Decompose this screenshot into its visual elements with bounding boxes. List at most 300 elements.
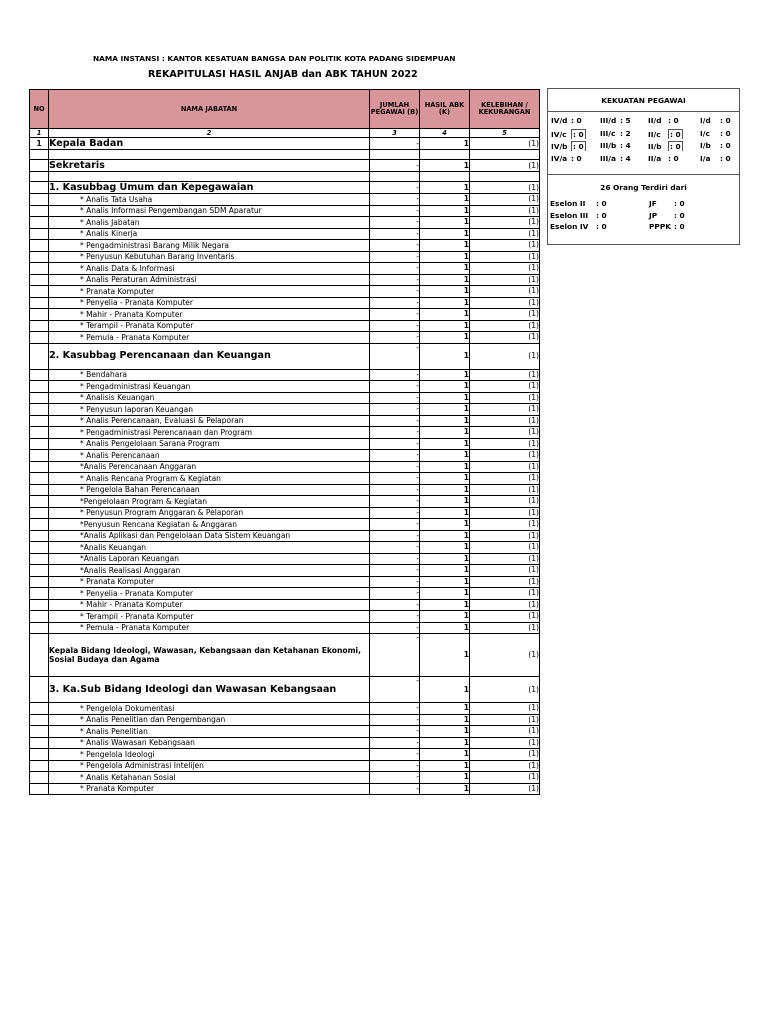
jumlah-pegawai: -: [370, 381, 420, 393]
col-number: 4: [420, 129, 470, 138]
hasil-abk: 1: [420, 194, 470, 206]
table-row: [30, 530, 540, 542]
jumlah-pegawai: -: [370, 726, 420, 738]
jumlah-pegawai: -: [370, 677, 420, 703]
kelebihan-kekurangan: (1): [470, 205, 540, 217]
kelebihan-kekurangan: (1): [470, 507, 540, 519]
kelebihan-kekurangan: (1): [470, 138, 540, 150]
kelebihan-kekurangan: (1): [470, 369, 540, 381]
hasil-abk: 1: [420, 749, 470, 761]
jumlah-pegawai: -: [370, 343, 420, 369]
jabatan-name: * Analis Jabatan: [49, 217, 370, 229]
eselon-value: : 0: [674, 210, 685, 220]
row-no: [30, 519, 49, 531]
kelebihan-kekurangan: (1): [470, 274, 540, 286]
golongan-item: [551, 116, 582, 125]
hasil-abk: 1: [420, 309, 470, 321]
row-no: 1: [30, 138, 49, 150]
table-row: [30, 138, 540, 150]
table-row: [30, 588, 540, 600]
jabatan-name: *Penyusun Rencana Kegiatan & Anggaran: [49, 519, 370, 531]
eselon-value: : 0: [596, 210, 607, 220]
hasil-abk: [420, 172, 470, 182]
table-row: [30, 450, 540, 462]
row-no: [30, 588, 49, 600]
row-no: [30, 160, 49, 172]
jabatan-name: * Mahir - Pranata Komputer: [49, 599, 370, 611]
kelebihan-kekurangan: (1): [470, 228, 540, 240]
hasil-abk: 1: [420, 381, 470, 393]
hasil-abk: 1: [420, 217, 470, 229]
row-no: [30, 205, 49, 217]
row-no: [30, 274, 49, 286]
kelebihan-kekurangan: (1): [470, 286, 540, 298]
table-row: [30, 461, 540, 473]
jumlah-pegawai: -: [370, 772, 420, 784]
jabatan-name: *Analis Perencanaan Anggaran: [49, 461, 370, 473]
hasil-abk: 1: [420, 332, 470, 344]
hasil-abk: 1: [420, 622, 470, 634]
table-row: [30, 438, 540, 450]
kelebihan-kekurangan: (1): [470, 611, 540, 623]
kelebihan-kekurangan: (1): [470, 381, 540, 393]
hasil-abk: 1: [420, 530, 470, 542]
eselon-value: : 0: [596, 199, 607, 208]
row-no: [30, 251, 49, 263]
hasil-abk: 1: [420, 772, 470, 784]
col-number: 2: [49, 129, 370, 138]
jumlah-pegawai: -: [370, 228, 420, 240]
jumlah-pegawai: -: [370, 194, 420, 206]
divider: [548, 111, 739, 112]
eselon-value: : 0: [674, 222, 685, 231]
table-row: [30, 599, 540, 611]
table-row: [30, 251, 540, 263]
golongan-label: III/a: [600, 153, 616, 163]
table-row: [30, 182, 540, 194]
table-row: [30, 217, 540, 229]
kelebihan-kekurangan: (1): [470, 427, 540, 439]
jumlah-pegawai: -: [370, 484, 420, 496]
header-kelebihan: KELEBIHAN / KEKURANGAN: [470, 90, 540, 129]
table-row: [30, 194, 540, 206]
kelebihan-kekurangan: (1): [470, 415, 540, 427]
kelebihan-kekurangan: (1): [470, 542, 540, 554]
table-row: [30, 415, 540, 427]
jumlah-pegawai: -: [370, 507, 420, 519]
golongan-item: [551, 141, 586, 151]
kelebihan-kekurangan: (1): [470, 160, 540, 172]
table-row: [30, 677, 540, 703]
jabatan-name: * Analis Wawasan Kebangsaan: [49, 737, 370, 749]
golongan-item: [551, 129, 586, 139]
jumlah-pegawai: -: [370, 599, 420, 611]
jumlah-pegawai: -: [370, 160, 420, 172]
jumlah-pegawai: -: [370, 320, 420, 332]
kelebihan-kekurangan: (1): [470, 438, 540, 450]
kelebihan-kekurangan: (1): [470, 737, 540, 749]
table-row: [30, 553, 540, 565]
header-nama-jabatan: NAMA JABATAN: [49, 90, 370, 129]
jabatan-name: * Terampil - Pranata Komputer: [49, 611, 370, 623]
jumlah-pegawai: -: [370, 542, 420, 554]
row-no: [30, 309, 49, 321]
golongan-value: : 0: [720, 116, 731, 125]
col-number: 3: [370, 129, 420, 138]
jumlah-pegawai: -: [370, 404, 420, 416]
jumlah-pegawai: -: [370, 297, 420, 309]
kelebihan-kekurangan: (1): [470, 320, 540, 332]
row-no: [30, 677, 49, 703]
jabatan-name: * Mahir - Pranata Komputer: [49, 309, 370, 321]
table-row: [30, 634, 540, 677]
hasil-abk: 1: [420, 519, 470, 531]
jumlah-pegawai: -: [370, 205, 420, 217]
kelebihan-kekurangan: (1): [470, 392, 540, 404]
jumlah-pegawai: -: [370, 392, 420, 404]
row-no: [30, 772, 49, 784]
row-no: [30, 343, 49, 369]
golongan-item: [700, 154, 731, 163]
jabatan-name: * Pemula - Pranata Komputer: [49, 622, 370, 634]
col-number: 1: [30, 129, 49, 138]
kekuatan-pegawai-panel: [547, 88, 740, 245]
kelebihan-kekurangan: (1): [470, 519, 540, 531]
row-no: [30, 332, 49, 344]
golongan-item: [648, 154, 679, 163]
jabatan-name: Sekretaris: [49, 160, 370, 172]
row-no: [30, 530, 49, 542]
row-no: [30, 749, 49, 761]
row-no: [30, 473, 49, 485]
hasil-abk: 1: [420, 461, 470, 473]
jumlah-pegawai: -: [370, 240, 420, 252]
jumlah-pegawai: -: [370, 588, 420, 600]
golongan-label: II/a: [648, 153, 662, 163]
hasil-abk: 1: [420, 565, 470, 577]
hasil-abk: 1: [420, 507, 470, 519]
table-row: [30, 150, 540, 160]
kelebihan-kekurangan: (1): [470, 622, 540, 634]
hasil-abk: 1: [420, 496, 470, 508]
hasil-abk: 1: [420, 138, 470, 150]
jumlah-pegawai: -: [370, 714, 420, 726]
jumlah-pegawai: -: [370, 332, 420, 344]
row-no: [30, 576, 49, 588]
jabatan-name: * Analis Peraturan Administrasi: [49, 274, 370, 286]
jabatan-name: * Analis Perencanaan, Evaluasi & Pelaporan: [49, 415, 370, 427]
row-no: [30, 611, 49, 623]
golongan-value: : 0: [573, 129, 584, 139]
jabatan-name: * Analis Penelitian dan Pengembangan: [49, 714, 370, 726]
jumlah-pegawai: -: [370, 749, 420, 761]
row-no: [30, 783, 49, 795]
hasil-abk: 1: [420, 703, 470, 715]
row-no: [30, 194, 49, 206]
table-row: [30, 240, 540, 252]
golongan-value: : 0: [720, 128, 731, 138]
kelebihan-kekurangan: (1): [470, 703, 540, 715]
table-row: [30, 369, 540, 381]
golongan-value: : 0: [571, 153, 582, 163]
table-row: [30, 622, 540, 634]
row-no: [30, 703, 49, 715]
row-no: [30, 565, 49, 577]
instansi-name: NAMA INSTANSI : KANTOR KESATUAN BANGSA DAN POLITIK KOTA PADANG SIDEMPUAN: [93, 54, 456, 63]
row-no: [30, 392, 49, 404]
table-row: [30, 309, 540, 321]
table-row: [30, 427, 540, 439]
jabatan-name: * Pranata Komputer: [49, 286, 370, 298]
table-row: [30, 473, 540, 485]
hasil-abk: 1: [420, 369, 470, 381]
document-title: REKAPITULASI HASIL ANJAB dan ABK TAHUN 2022: [148, 69, 418, 80]
jumlah-pegawai: -: [370, 450, 420, 462]
kelebihan-kekurangan: (1): [470, 473, 540, 485]
table-row: [30, 714, 540, 726]
golongan-label: III/b: [600, 141, 617, 150]
jabatan-name: * Analis Kinerja: [49, 228, 370, 240]
row-no: [30, 217, 49, 229]
hasil-abk: 1: [420, 240, 470, 252]
jumlah-pegawai: -: [370, 553, 420, 565]
jabatan-name: *Analis Keuangan: [49, 542, 370, 554]
kelebihan-kekurangan: (1): [470, 714, 540, 726]
kelebihan-kekurangan: (1): [470, 332, 540, 344]
row-no: [30, 381, 49, 393]
jabatan-name: * Pengelola Dokumentasi: [49, 703, 370, 715]
jabatan-name: * Pranata Komputer: [49, 576, 370, 588]
table-row: [30, 783, 540, 795]
hasil-abk: 1: [420, 760, 470, 772]
jumlah-pegawai: -: [370, 783, 420, 795]
jabatan-name: * Analis Rencana Program & Kegiatan: [49, 473, 370, 485]
row-no: [30, 461, 49, 473]
jabatan-name: *Analis Aplikasi dan Pengelolaan Data Sistem Keuangan: [49, 530, 370, 542]
row-no: [30, 542, 49, 554]
jabatan-name: * Pengelola Administrasi Intelijen: [49, 760, 370, 772]
jabatan-name: *Analis Realisasi Anggaran: [49, 565, 370, 577]
golongan-item: [700, 116, 731, 125]
table-row: [30, 496, 540, 508]
hasil-abk: 1: [420, 737, 470, 749]
row-no: [30, 438, 49, 450]
kelebihan-kekurangan: (1): [470, 576, 540, 588]
hasil-abk: 1: [420, 484, 470, 496]
row-no: [30, 496, 49, 508]
jumlah-pegawai: -: [370, 369, 420, 381]
jumlah-pegawai: -: [370, 519, 420, 531]
table-row: [30, 507, 540, 519]
hasil-abk: 1: [420, 473, 470, 485]
table-row: [30, 228, 540, 240]
jabatan-name: * Pranata Komputer: [49, 783, 370, 795]
row-no: [30, 240, 49, 252]
kelebihan-kekurangan: (1): [470, 726, 540, 738]
jumlah-pegawai: -: [370, 530, 420, 542]
jumlah-pegawai: -: [370, 565, 420, 577]
golongan-value: : 4: [620, 141, 631, 150]
table-row: [30, 749, 540, 761]
jumlah-pegawai: -: [370, 427, 420, 439]
golongan-value: : 2: [620, 128, 631, 138]
kelebihan-kekurangan: (1): [470, 484, 540, 496]
kelebihan-kekurangan: (1): [470, 182, 540, 194]
jabatan-name: * Analis Penelitian: [49, 726, 370, 738]
kelebihan-kekurangan: (1): [470, 760, 540, 772]
golongan-item: [648, 129, 683, 139]
hasil-abk: 1: [420, 588, 470, 600]
table-row: [30, 760, 540, 772]
golongan-value: : 0: [720, 141, 731, 150]
row-no: [30, 634, 49, 677]
kelebihan-kekurangan: (1): [470, 404, 540, 416]
golongan-label: III/d: [600, 116, 617, 125]
table-body: [30, 138, 540, 795]
golongan-label: II/d: [648, 116, 662, 125]
kelebihan-kekurangan: (1): [470, 565, 540, 577]
golongan-value: : 0: [668, 153, 679, 163]
row-no: [30, 599, 49, 611]
jumlah-pegawai: -: [370, 217, 420, 229]
golongan-label: II/c: [648, 129, 661, 139]
hasil-abk: 1: [420, 297, 470, 309]
hasil-abk: 1: [420, 677, 470, 703]
jabatan-name: * Bendahara: [49, 369, 370, 381]
kelebihan-kekurangan: (1): [470, 297, 540, 309]
row-no: [30, 737, 49, 749]
hasil-abk: 1: [420, 726, 470, 738]
jabatan-name: *Pengelolaan Program & Kegiatan: [49, 496, 370, 508]
jumlah-pegawai: -: [370, 634, 420, 677]
hasil-abk: 1: [420, 553, 470, 565]
golongan-label: I/a: [700, 153, 711, 163]
hasil-abk: 1: [420, 599, 470, 611]
row-no: [30, 415, 49, 427]
golongan-item: [648, 141, 683, 151]
row-no: [30, 369, 49, 381]
kelebihan-kekurangan: (1): [470, 240, 540, 252]
jumlah-pegawai: -: [370, 473, 420, 485]
jumlah-pegawai: -: [370, 286, 420, 298]
jumlah-pegawai: -: [370, 309, 420, 321]
row-no: [30, 297, 49, 309]
jabatan-name: 3. Ka.Sub Bidang Ideologi dan Wawasan Kebangsaan: [49, 677, 370, 703]
kelebihan-kekurangan: (1): [470, 496, 540, 508]
row-no: [30, 507, 49, 519]
eselon-label: Eselon III: [550, 210, 589, 220]
table-row: [30, 484, 540, 496]
kelebihan-kekurangan: (1): [470, 450, 540, 462]
row-no: [30, 484, 49, 496]
golongan-item: [600, 141, 631, 150]
col-number: 5: [470, 129, 540, 138]
rekap-table: [29, 89, 540, 795]
hasil-abk: 1: [420, 714, 470, 726]
header-jumlah-pegawai: JUMLAH PEGAWAI (B): [370, 90, 420, 129]
jumlah-pegawai: -: [370, 703, 420, 715]
table-row: [30, 343, 540, 369]
header-no: NO: [30, 90, 49, 129]
golongan-label: IV/b: [551, 142, 568, 151]
row-no: [30, 726, 49, 738]
kelebihan-kekurangan: [470, 150, 540, 160]
hasil-abk: 1: [420, 438, 470, 450]
jumlah-pegawai: [370, 150, 420, 160]
kelebihan-kekurangan: (1): [470, 309, 540, 321]
row-no: [30, 450, 49, 462]
jabatan-name: * Penyelia - Pranata Komputer: [49, 297, 370, 309]
hasil-abk: 1: [420, 205, 470, 217]
golongan-item: [700, 141, 731, 150]
golongan-label: IV/c: [551, 129, 567, 139]
jabatan-name: * Penyusun laporan Keuangan: [49, 404, 370, 416]
jumlah-pegawai: -: [370, 576, 420, 588]
golongan-label: IV/d: [551, 116, 568, 125]
table-row: [30, 519, 540, 531]
hasil-abk: 1: [420, 263, 470, 275]
jabatan-name: * Analis Data & Informasi: [49, 263, 370, 275]
kekuatan-title: KEKUATAN PEGAWAI: [601, 96, 686, 105]
hasil-abk: 1: [420, 286, 470, 298]
jabatan-name: * Pengelola Ideologi: [49, 749, 370, 761]
jabatan-name: * Analis Perencanaan: [49, 450, 370, 462]
hasil-abk: 1: [420, 634, 470, 677]
golongan-item: [600, 116, 631, 125]
hasil-abk: 1: [420, 320, 470, 332]
kelebihan-kekurangan: (1): [470, 553, 540, 565]
row-no: [30, 228, 49, 240]
table-row: [30, 160, 540, 172]
golongan-label: IV/a: [551, 153, 568, 163]
table-row: [30, 542, 540, 554]
golongan-label: I/b: [700, 141, 711, 150]
divider: [548, 174, 739, 175]
row-no: [30, 760, 49, 772]
jumlah-pegawai: -: [370, 611, 420, 623]
hasil-abk: 1: [420, 576, 470, 588]
hasil-abk: 1: [420, 611, 470, 623]
row-no: [30, 404, 49, 416]
golongan-item: [648, 116, 679, 125]
jumlah-pegawai: -: [370, 461, 420, 473]
table-row: [30, 263, 540, 275]
column-number-row: [30, 129, 540, 138]
kelebihan-kekurangan: (1): [470, 461, 540, 473]
header-hasil-abk: HASIL ABK (K): [420, 90, 470, 129]
table-row: [30, 703, 540, 715]
golongan-value: : 4: [620, 153, 631, 163]
eselon-label: PPPK: [649, 222, 671, 231]
jabatan-name: * Analisis Keuangan: [49, 392, 370, 404]
kelebihan-kekurangan: (1): [470, 599, 540, 611]
jabatan-name: * Penyusun Kebutuhan Barang Inventaris: [49, 251, 370, 263]
jumlah-pegawai: [370, 172, 420, 182]
row-no: [30, 172, 49, 182]
golongan-item: [600, 154, 631, 163]
golongan-value: : 5: [620, 116, 631, 125]
jabatan-name: * Pemula - Pranata Komputer: [49, 332, 370, 344]
row-no: [30, 714, 49, 726]
jabatan-name: Kepala Bidang Ideologi, Wawasan, Kebangsaan dan Ketahanan Ekonomi, Sosial Budaya dan Agama: [49, 634, 370, 677]
row-no: [30, 286, 49, 298]
kelebihan-kekurangan: (1): [470, 217, 540, 229]
row-no: [30, 622, 49, 634]
jabatan-name: * Pengadministrasi Perencanaan dan Program: [49, 427, 370, 439]
table-row: [30, 611, 540, 623]
table-row: [30, 392, 540, 404]
table-row: [30, 274, 540, 286]
